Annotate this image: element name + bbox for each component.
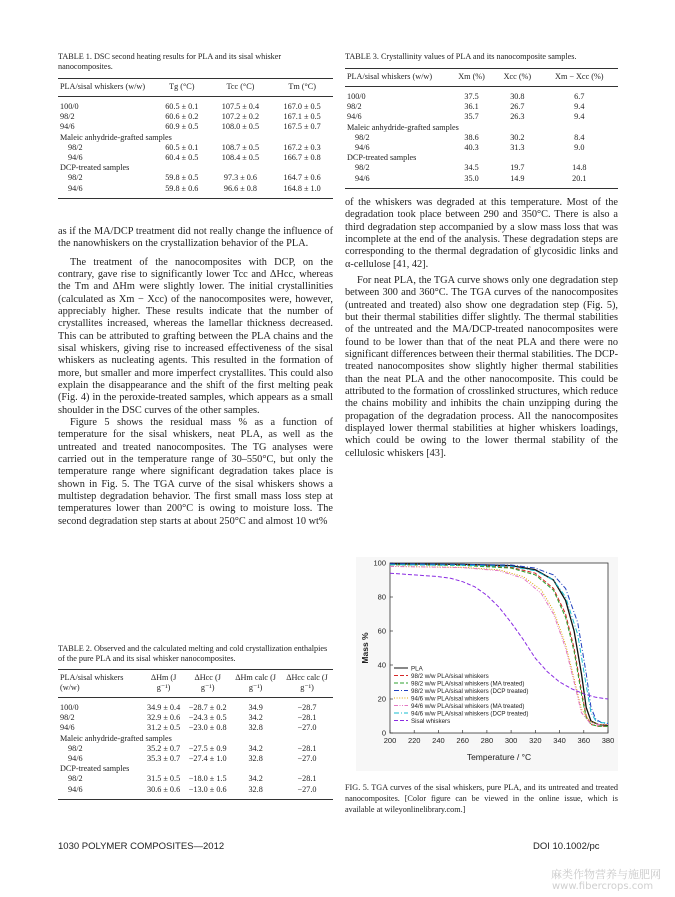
table-row bbox=[58, 173, 333, 183]
table2-header-dhm-calc: ΔHm calc (J g⁻¹) bbox=[230, 670, 281, 698]
legend-label: 98/2 w/w PLA/sisal whiskers bbox=[411, 672, 489, 680]
legend-label: 94/6 w/w PLA/sisal whiskers (DCP treated) bbox=[411, 710, 529, 718]
table-cell-value: 35.2 ± 0.7 bbox=[147, 743, 181, 753]
table-cell-value: −27.5 ± 0.9 bbox=[188, 743, 227, 753]
table-cell-label: 94/6 bbox=[68, 153, 83, 163]
x-tick-label: 360 bbox=[577, 736, 591, 745]
paragraph: as if the MA/DCP treatment did not really change the influence of the nanowhiskers on the crystallization behavior of the PLA. bbox=[58, 225, 333, 250]
table3-header-diff: Xm − Xcc (%) bbox=[541, 69, 618, 87]
table-row bbox=[58, 112, 333, 122]
table-row bbox=[58, 153, 333, 163]
table-cell-label: 94/6 bbox=[68, 754, 83, 764]
table-cell-value: −18.0 ± 1.5 bbox=[188, 774, 227, 784]
table-cell-label: 100/0 bbox=[60, 102, 79, 111]
table-cell-value: 97.3 ± 0.6 bbox=[223, 173, 257, 183]
table-cell-value: −13.0 ± 0.6 bbox=[188, 784, 227, 794]
table-cell-value: 8.4 bbox=[574, 132, 585, 142]
table-cell-value: 35.7 bbox=[464, 112, 479, 122]
table3-header-xcc: Xcc (%) bbox=[494, 69, 540, 87]
table1-caption: TABLE 1. DSC second heating results for PLA and its sisal whisker nanocomposites. bbox=[58, 52, 282, 71]
table2-header-sample: PLA/sisal whiskers (w/w) bbox=[58, 670, 142, 698]
table1 bbox=[58, 78, 333, 199]
table-cell-value: 108.7 ± 0.5 bbox=[221, 142, 260, 152]
table2-caption: TABLE 2. Observed and the calculated melting and cold crystallization enthalpies of the pure PLA and its sisal whisker nanocomposites. bbox=[58, 644, 328, 663]
table-row bbox=[58, 122, 333, 132]
table-cell-value: 31.3 bbox=[510, 143, 525, 153]
table-cell-label: 98/2 bbox=[347, 102, 362, 112]
table-cell-value: −27.0 bbox=[297, 723, 317, 733]
table-cell-label: 100/0 bbox=[347, 92, 366, 101]
table-cell-value: 30.8 bbox=[510, 92, 525, 101]
table-cell-label: 94/6 bbox=[355, 143, 370, 153]
table-row bbox=[58, 723, 333, 733]
table-row bbox=[58, 184, 333, 199]
legend-label: 94/6 w/w PLA/sisal whiskers bbox=[411, 695, 489, 703]
watermark-url: www.fibercrops.com bbox=[552, 881, 654, 892]
table-cell-value: 167.1 ± 0.5 bbox=[283, 112, 321, 122]
y-tick-label: 100 bbox=[373, 558, 386, 568]
table-row bbox=[58, 744, 333, 754]
right-column bbox=[345, 52, 618, 460]
table-row bbox=[345, 174, 618, 189]
table-row bbox=[58, 785, 333, 800]
table-cell-value: 32.8 bbox=[248, 784, 263, 794]
y-tick-label: 60 bbox=[377, 626, 386, 636]
table-cell-value: 34.9 ± 0.4 bbox=[147, 703, 181, 712]
paragraph: Figure 5 shows the residual mass % as a function of temperature for the sisal whiskers, neat PLA, as well as the untreated and treated nanocomposites. The TG analyses were carried out in the temperature range of 30–550°C, but only the temperature range where significant degradation takes place is shown in Fig. 5. The TGA curve of the sisal whiskers shows a multistep degradation behavior. The first small mass loss step at temperatures lower than 200°C is owing to moisture loss. The second degradation step starts at about 250°C and almost 10 wt% bbox=[58, 416, 333, 527]
table2-header-dhm: ΔHm (J g⁻¹) bbox=[142, 670, 185, 698]
table-group-label: DCP-treated samples bbox=[60, 163, 130, 173]
table-cell-value: 108.0 ± 0.5 bbox=[221, 122, 260, 132]
table-row bbox=[345, 87, 618, 103]
table-cell-label: 98/2 bbox=[60, 713, 75, 723]
table-cell-value: 32.9 ± 0.6 bbox=[147, 713, 181, 723]
table-cell-value: 166.7 ± 0.8 bbox=[283, 153, 321, 163]
x-tick-label: 340 bbox=[553, 736, 566, 745]
table-cell-value: −27.0 bbox=[297, 754, 317, 764]
table-cell-value: 34.2 bbox=[248, 774, 263, 784]
table-cell-value: 35.3 ± 0.7 bbox=[147, 754, 181, 764]
table-cell-value: 59.8 ± 0.6 bbox=[165, 183, 199, 193]
table-cell-value: −28.7 ± 0.2 bbox=[188, 703, 227, 712]
table-cell-value: 32.8 bbox=[248, 754, 263, 764]
table-cell-value: 96.6 ± 0.8 bbox=[223, 183, 257, 193]
table-cell-label: 94/6 bbox=[60, 723, 75, 733]
x-tick-label: 240 bbox=[432, 736, 445, 745]
table-cell-label: 98/2 bbox=[68, 774, 83, 784]
table-cell-value: 30.6 ± 0.6 bbox=[147, 784, 181, 794]
table2-header-dhcc-calc: ΔHcc calc (J g⁻¹) bbox=[281, 670, 333, 698]
table-row bbox=[58, 97, 333, 113]
table1-header-tm: Tm (°C) bbox=[271, 79, 333, 97]
table-row bbox=[345, 143, 618, 153]
table-cell-value: 36.1 bbox=[464, 102, 479, 112]
paragraph: of the whiskers was degraded at this temperature. Most of the degradation took place between 290 and 350°C. There is also a third degradation step accompanied by a slow mass loss that was incomplete at the end of the analysis. These degradation steps are corresponding to the thermal degradation of glycosidic links and α-cellulose [41, 42]. bbox=[345, 196, 618, 270]
table-row bbox=[345, 133, 618, 143]
table3-header-sample: PLA/sisal whiskers (w/w) bbox=[345, 69, 449, 87]
y-tick-label: 80 bbox=[377, 592, 386, 602]
table-cell-value: 6.7 bbox=[574, 92, 585, 101]
table-row bbox=[58, 163, 333, 173]
table-cell-value: 20.1 bbox=[572, 173, 587, 183]
table-group-label: Maleic anhydride-grafted samples bbox=[347, 122, 459, 132]
right-body-text bbox=[345, 197, 618, 460]
table-cell-label: 100/0 bbox=[60, 703, 79, 712]
table-cell-label: 98/2 bbox=[60, 112, 75, 122]
table-row bbox=[58, 754, 333, 764]
table-cell-value: 34.5 bbox=[464, 163, 479, 173]
table1-header-tg: Tg (°C) bbox=[154, 79, 210, 97]
x-tick-label: 200 bbox=[383, 736, 397, 745]
table-cell-value: 31.2 ± 0.5 bbox=[147, 723, 181, 733]
table-cell-value: 31.5 ± 0.5 bbox=[147, 774, 181, 784]
table-group-label: Maleic anhydride-grafted samples bbox=[60, 733, 172, 743]
table-row bbox=[58, 143, 333, 153]
table-cell-value: −28.1 bbox=[297, 713, 317, 723]
table-cell-value: 37.5 bbox=[464, 92, 479, 101]
table-cell-label: 94/6 bbox=[68, 784, 83, 794]
y-tick-label: 20 bbox=[377, 694, 386, 704]
table-cell-value: 107.5 ± 0.4 bbox=[221, 102, 260, 111]
x-tick-label: 220 bbox=[407, 736, 421, 745]
paragraph: For neat PLA, the TGA curve shows only one degradation step between 300 and 360°C. The TGA curves of the nanocomposites (untreated and treated) also show one degradation step (Fig. 5), but their thermal stabilities differ slightly. The thermal stabilities of the untreated and the MA/DCP-treated nanocomposites were found to be lower than that of the neat PLA and there were no significant differences between their thermal stabilities. The DCP-treated nanocomposites show slightly higher thermal stabilities than the neat PLA and the other nanocomposite. This could be attributed to the formation of crosslinked structures, which reduce the chains mobility and inhibits the chain unzipping during the propagation of the degradation process. All the nanocomposites displayed lower thermal stabilities at higher whiskers loadings, which could be owing to the lower thermal stability of the cellulosic whiskers [43]. bbox=[345, 274, 618, 459]
table-cell-value: 60.4 ± 0.5 bbox=[165, 153, 199, 163]
table3-caption: TABLE 3. Crystallinity values of PLA and its nanocomposite samples. bbox=[345, 52, 577, 61]
table-group-label: DCP-treated samples bbox=[347, 153, 417, 163]
legend-label: Sisal whiskers bbox=[411, 717, 451, 725]
table-group-label: DCP-treated samples bbox=[60, 764, 130, 774]
legend-label: PLA bbox=[411, 665, 423, 673]
table-cell-value: 34.9 bbox=[248, 703, 263, 712]
table-cell-label: 94/6 bbox=[355, 173, 370, 183]
table1-header-sample: PLA/sisal whiskers (w/w) bbox=[58, 79, 154, 97]
table-cell-value: 108.4 ± 0.5 bbox=[221, 153, 260, 163]
table-cell-value: 60.5 ± 0.1 bbox=[165, 142, 199, 152]
tga-chart bbox=[356, 557, 618, 771]
table-row bbox=[58, 698, 333, 714]
table-cell-label: 98/2 bbox=[68, 173, 83, 183]
legend-label: 98/2 w/w PLA/sisal whiskers (MA treated) bbox=[411, 680, 525, 688]
footer-doi: DOI 10.1002/pc bbox=[533, 841, 600, 852]
table-cell-value: −28.7 bbox=[297, 703, 317, 712]
table-cell-value: 59.8 ± 0.5 bbox=[165, 173, 199, 183]
figure5-caption: FIG. 5. TGA curves of the sisal whiskers, pure PLA, and its untreated and treated nanocomposites. [Color figure can be viewed in the online issue, which is available at wileyonlinelibrary.com.] bbox=[345, 783, 618, 814]
table-cell-value: 32.8 bbox=[248, 723, 263, 733]
table-row bbox=[345, 163, 618, 173]
table-cell-value: −28.1 bbox=[297, 743, 317, 753]
table3-header-xm: Xm (%) bbox=[449, 69, 494, 87]
table-cell-value: −27.0 bbox=[297, 784, 317, 794]
table-cell-value: 164.8 ± 1.0 bbox=[283, 183, 321, 193]
table-cell-value: 60.9 ± 0.5 bbox=[165, 122, 199, 132]
table-row bbox=[345, 123, 618, 133]
table-cell-value: 14.9 bbox=[510, 173, 525, 183]
left-body-text bbox=[58, 226, 333, 528]
table-cell-label: 94/6 bbox=[60, 122, 75, 132]
table-cell-value: −24.3 ± 0.5 bbox=[188, 713, 227, 723]
table-row bbox=[58, 774, 333, 784]
table-cell-label: 98/2 bbox=[355, 163, 370, 173]
table3 bbox=[345, 68, 618, 189]
paragraph: The treatment of the nanocomposites with DCP, on the contrary, gave rise to significantly lower Tcc and ΔHcc, whereas the Tm and ΔHm were slightly lower. The initial crystallinities (calculated as Xm − Xcc) of the nanocomposites were, however, appreciably higher. These results indicate that the number of crystallites increased, whereas the lamellar thickness decreased. This can be attributed to grafting between the PLA chains and the sisal whiskers, giving rise to increased effectiveness of the sisal whiskers as nucleating agents. This resulted in the formation of more, but smaller and more imperfect crystallites. This could also explain the disappearance and the shift of the first melting peak (Fig. 4) in the peroxide-treated samples, which appears as a small shoulder in the DSC curves of the other samples. bbox=[58, 256, 333, 416]
table-row bbox=[58, 734, 333, 744]
table-row bbox=[345, 153, 618, 163]
y-tick-label: 40 bbox=[377, 660, 386, 670]
x-tick-label: 300 bbox=[504, 736, 518, 745]
table-cell-value: 34.2 bbox=[248, 743, 263, 753]
table-cell-label: 98/2 bbox=[355, 132, 370, 142]
table-cell-value: 19.7 bbox=[510, 163, 525, 173]
table-cell-value: 60.5 ± 0.1 bbox=[165, 102, 199, 111]
watermark-title: 麻类作物营养与施肥网 bbox=[551, 868, 661, 881]
y-axis-label: Mass % bbox=[360, 632, 370, 664]
x-axis-label: Temperature / °C bbox=[466, 752, 532, 762]
table-row bbox=[58, 713, 333, 723]
table-row bbox=[345, 112, 618, 122]
left-column bbox=[58, 52, 333, 794]
legend-label: 94/6 w/w PLA/sisal whiskers (MA treated) bbox=[411, 702, 525, 710]
x-tick-label: 320 bbox=[529, 736, 542, 745]
table-cell-value: 60.6 ± 0.2 bbox=[165, 112, 199, 122]
table-cell-value: 14.8 bbox=[572, 163, 587, 173]
table-cell-value: 34.2 bbox=[248, 713, 263, 723]
table-cell-value: 9.4 bbox=[574, 102, 585, 112]
footer-page-journal: 1030 POLYMER COMPOSITES—2012 bbox=[58, 841, 225, 852]
table-cell-label: 94/6 bbox=[68, 183, 83, 193]
y-tick-label: 0 bbox=[381, 728, 386, 738]
table-cell-label: 98/2 bbox=[68, 142, 83, 152]
legend-label: 98/2 w/w PLA/sisal whiskers (DCP treated) bbox=[411, 687, 529, 695]
table-cell-label: 98/2 bbox=[68, 743, 83, 753]
table-cell-value: 9.4 bbox=[574, 112, 585, 122]
table-cell-value: 26.3 bbox=[510, 112, 525, 122]
table-cell-value: 30.2 bbox=[510, 132, 525, 142]
table-cell-value: 164.7 ± 0.6 bbox=[283, 173, 321, 183]
table-cell-value: 107.2 ± 0.2 bbox=[221, 112, 260, 122]
table-cell-value: 38.6 bbox=[464, 132, 479, 142]
table-group-label: Maleic anhydride-grafted samples bbox=[60, 132, 172, 142]
table2-header-dhcc: ΔHcc (J g⁻¹) bbox=[185, 670, 230, 698]
table-cell-value: −28.1 bbox=[297, 774, 317, 784]
table-cell-value: 167.2 ± 0.3 bbox=[283, 142, 321, 152]
table-cell-value: 40.3 bbox=[464, 143, 479, 153]
table-row bbox=[58, 764, 333, 774]
table-cell-value: −27.4 ± 1.0 bbox=[188, 754, 227, 764]
table-cell-value: 35.0 bbox=[464, 173, 479, 183]
table-row bbox=[345, 102, 618, 112]
table-cell-value: 9.0 bbox=[574, 143, 585, 153]
table1-header-tcc: Tcc (°C) bbox=[210, 79, 272, 97]
table2 bbox=[58, 669, 333, 800]
x-tick-label: 380 bbox=[601, 736, 615, 745]
table-cell-value: 167.5 ± 0.7 bbox=[283, 122, 321, 132]
table-cell-label: 94/6 bbox=[347, 112, 362, 122]
table-cell-value: 26.7 bbox=[510, 102, 525, 112]
table-row bbox=[58, 133, 333, 143]
table-cell-value: −23.0 ± 0.8 bbox=[188, 723, 227, 733]
figure5 bbox=[356, 557, 618, 771]
x-tick-label: 280 bbox=[480, 736, 494, 745]
table-cell-value: 167.0 ± 0.5 bbox=[283, 102, 321, 111]
x-tick-label: 260 bbox=[456, 736, 469, 745]
